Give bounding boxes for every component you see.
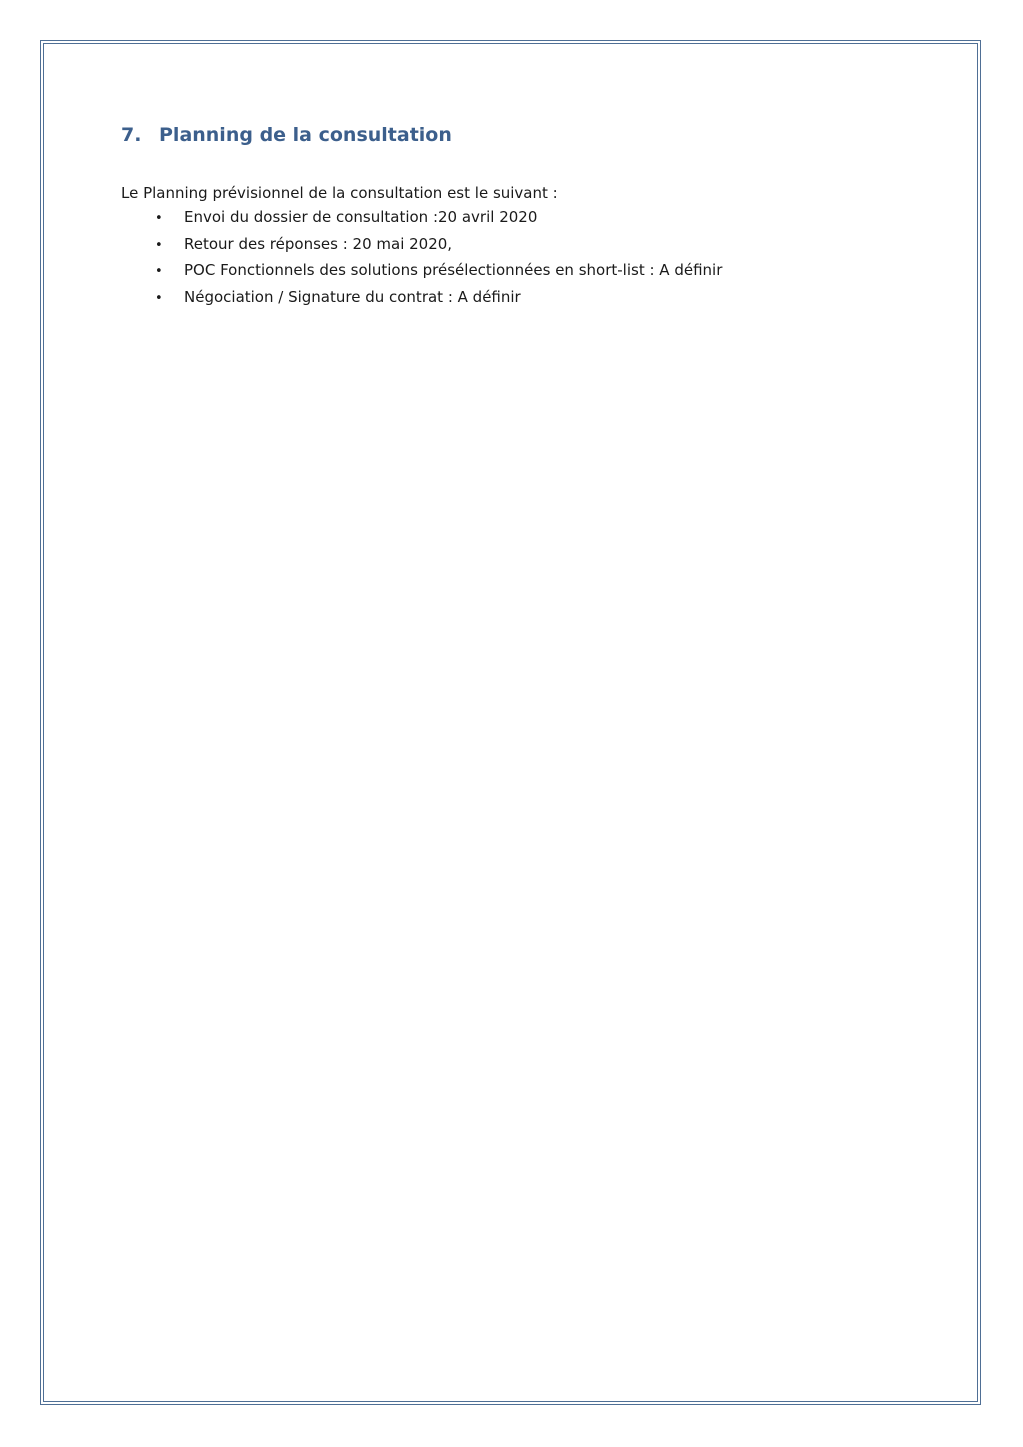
list-item [121,232,921,259]
section-number: 7. [121,124,142,146]
section-title: Planning de la consultation [159,124,452,146]
list-item [121,258,921,285]
schedule-list [121,205,921,311]
bullet-icon: • [155,237,163,253]
bullet-icon: • [155,264,163,279]
list-item-text: Envoi du dossier de consultation :20 avril 2020 [184,208,538,226]
list-item [121,285,921,312]
list-item [121,205,921,232]
section-heading [121,122,921,148]
bullet-icon: • [155,290,163,306]
document-content [121,122,921,311]
intro-paragraph: Le Planning prévisionnel de la consultation est le suivant : [121,184,558,202]
bullet-icon: • [155,211,163,226]
list-item-text: Négociation / Signature du contrat : A définir [184,287,521,306]
list-item-text: Retour des réponses : 20 mai 2020, [184,234,453,253]
list-item-text: POC Fonctionnels des solutions présélectionnées en short-list : A définir [184,261,723,279]
